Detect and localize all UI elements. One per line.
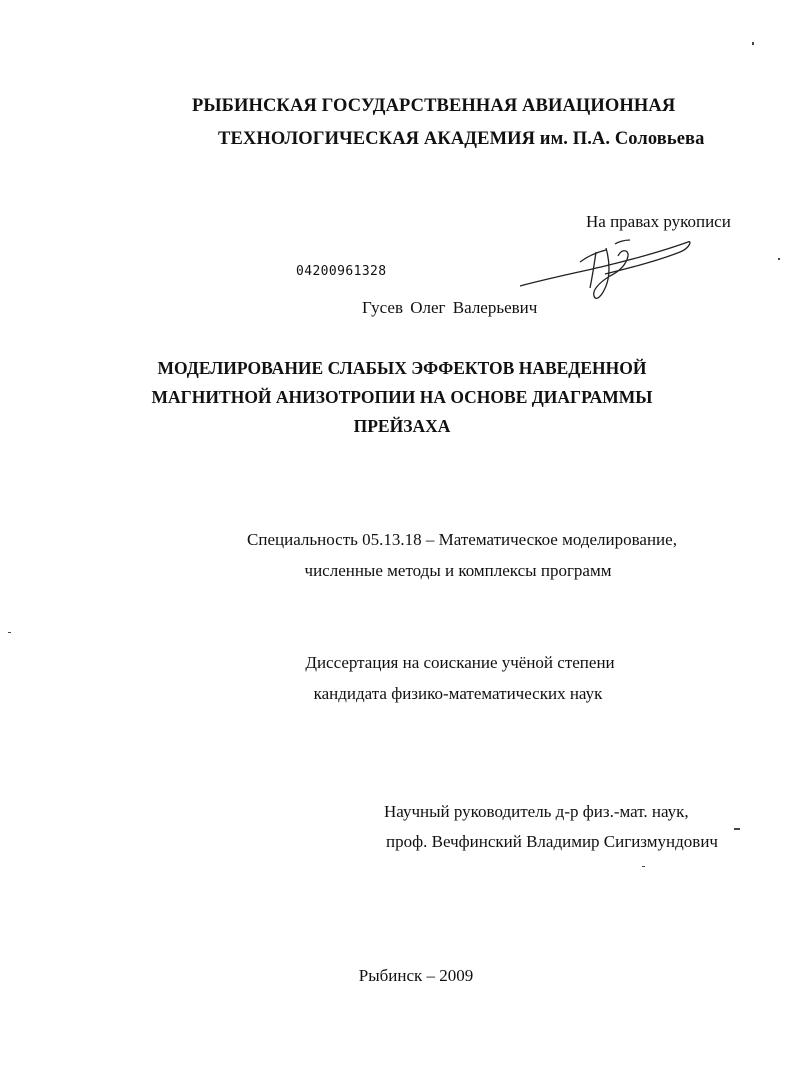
dissertation-degree-line-1: Диссертация на соискание учёной степени: [305, 653, 615, 672]
scan-speck: [752, 42, 754, 45]
institution-line-2: ТЕХНОЛОГИЧЕСКАЯ АКАДЕМИЯ им. П.А. Соловьева: [218, 129, 705, 149]
catalog-number: 04200961328: [296, 264, 387, 279]
scan-speck: [734, 828, 740, 830]
handwritten-signature: [510, 226, 700, 306]
supervisor-line-2: проф. Вечфинский Владимир Сигизмундович: [386, 832, 718, 851]
specialty-line-1: Специальность 05.13.18 – Математическое моделирование,: [247, 530, 677, 549]
thesis-title-line-1: МОДЕЛИРОВАНИЕ СЛАБЫХ ЭФФЕКТОВ НАВЕДЕННОЙ: [157, 358, 647, 378]
manuscript-rights-note: На правах рукописи: [586, 212, 731, 231]
dissertation-degree-line-2: кандидата физико-математических наук: [313, 684, 603, 703]
scan-speck: [642, 866, 645, 867]
institution-line-1: РЫБИНСКАЯ ГОСУДАРСТВЕННАЯ АВИАЦИОННАЯ: [192, 96, 676, 116]
thesis-title-line-2: МАГНИТНОЙ АНИЗОТРОПИИ НА ОСНОВЕ ДИАГРАММЫ: [151, 387, 653, 407]
author-name: Гусев Олег Валерьевич: [362, 298, 538, 317]
supervisor-line-1: Научный руководитель д-р физ.-мат. наук,: [384, 802, 689, 821]
specialty-line-2: численные методы и комплексы программ: [304, 561, 612, 580]
city-year: Рыбинск – 2009: [358, 966, 474, 985]
thesis-title-line-3: ПРЕЙЗАХА: [353, 416, 451, 436]
scan-speck: [8, 632, 11, 633]
scan-speck: [778, 258, 780, 260]
